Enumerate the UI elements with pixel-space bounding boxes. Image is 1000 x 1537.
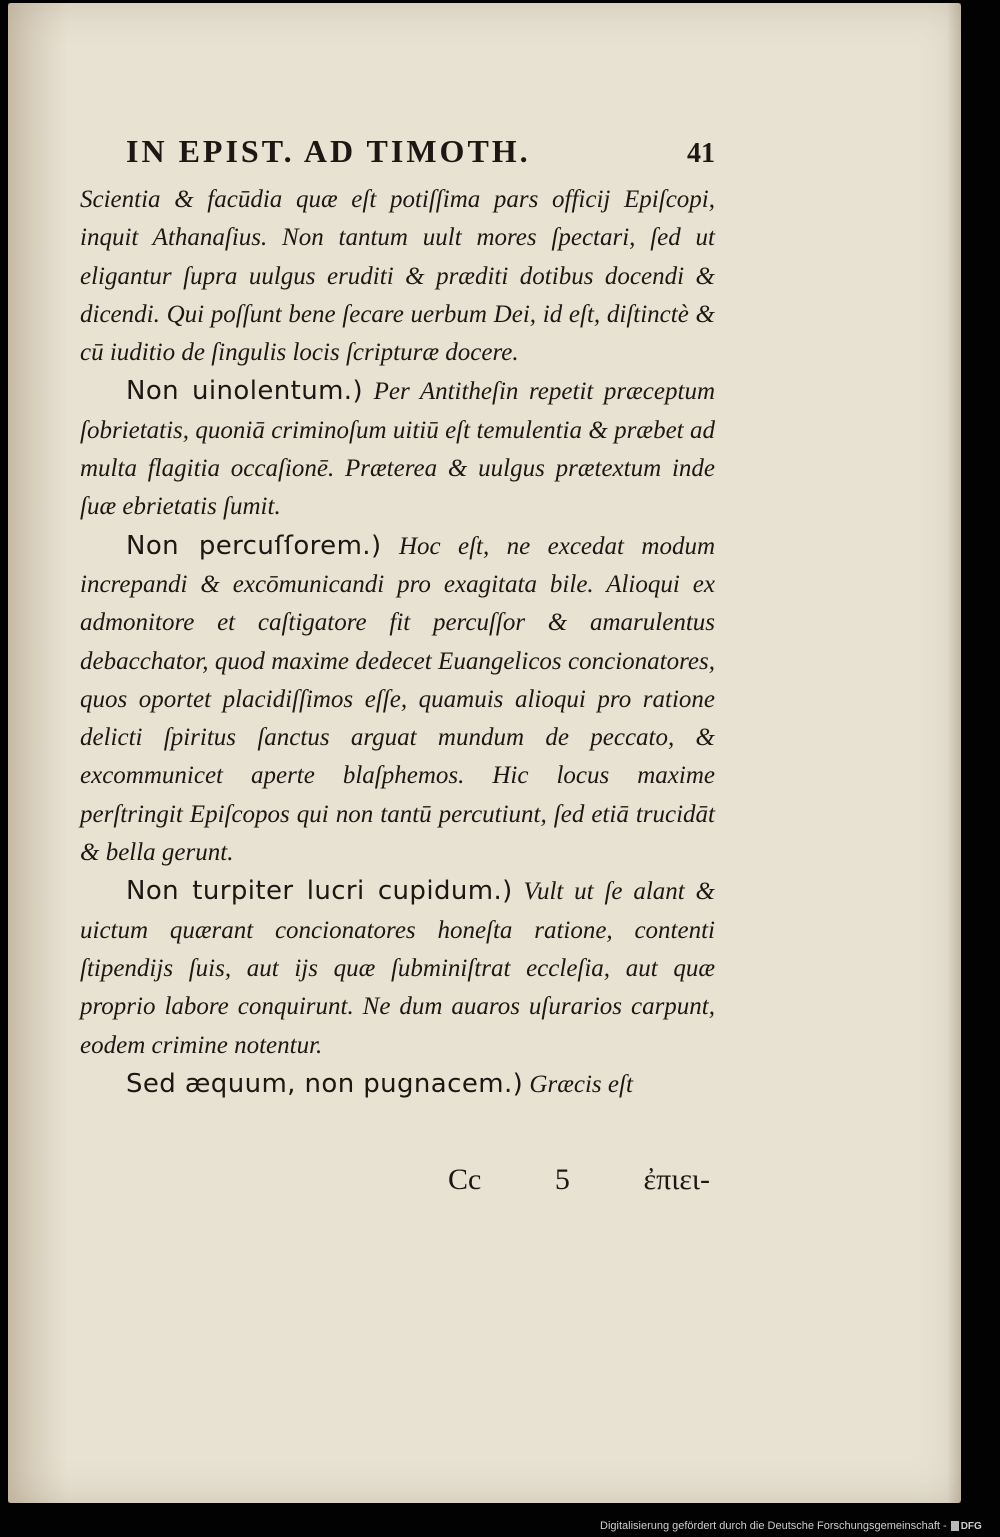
paragraph-5-text: Græcis eſt	[529, 1070, 633, 1098]
page-number: 41	[687, 138, 715, 169]
signature-line	[448, 1163, 710, 1197]
paragraph-1-text: Scientia & facūdia quæ eſt potiſſima pars officij Epiſcopi, inquit Athanaſius. Non tantum uult mores ſpectari, ſed ut eligantur ſupra uulgus eruditi & præditi dotibus docendi & dicendi. Qui poſſunt bene ſecare uerbum Dei, id eſt, diſtinctè & cū iuditio de ſingulis locis ſcripturæ docere.	[80, 186, 715, 367]
paragraph-5	[80, 1065, 715, 1104]
page-edge-shadow	[947, 3, 961, 1503]
page-gutter-shadow	[8, 3, 68, 1503]
dfg-logo-icon	[951, 1521, 959, 1531]
paragraph-2	[80, 372, 715, 526]
lemma-non-uinolentum: Non uinolentum.)	[126, 376, 364, 407]
paragraph-4-text: Vult ut ſe alant & uictum quærant concionatores honeſta ratione, contenti ſtipendijs ſuis, aut ijs quæ ſubminiſtrat eccleſia, aut quæ proprio labore conquirunt. Ne dum auaros uſurarios carpunt, eodem crimine notentur.	[80, 878, 715, 1059]
paragraph-3-text: Hoc eſt, ne excedat modum increpandi & excōmunicandi pro exagitata bile. Alioqui ex admonitore et caſtigatore fit percuſſor & amarulentus debacchator, quod maxime dedecet Euangelicos concionatores, quos oportet placidiſſimos eſſe, quamuis alioqui pro ratione delicti ſpiritus ſanctus arguat mundum de peccato, & excommunicet aperte blaſphemos. Hic locus maxime perſtringit Epiſcopos qui non tantū percutiunt, ſed etiā trucidāt & bella gerunt.	[80, 532, 715, 867]
digitization-footer	[600, 1517, 982, 1535]
text-block	[80, 133, 715, 1104]
running-title: IN EPIST. AD TIMOTH.	[126, 133, 531, 169]
signature-mark: Cc	[448, 1163, 482, 1196]
paragraph-3	[80, 527, 715, 873]
paragraph-1	[80, 181, 715, 372]
book-page	[8, 3, 961, 1503]
paragraph-4	[80, 872, 715, 1064]
catchword: ἐπιει-	[643, 1163, 710, 1196]
lemma-non-turpiter: Non turpiter lucri cupidum.)	[126, 876, 513, 907]
paragraph-2-text: Per Antitheſin repetit præceptum ſobrietatis, quoniā criminoſum uitiū eſt temulentia & præbet ad multa flagitia occaſionē. Præterea & uulgus prætextum inde ſuæ ebrietatis ſumit.	[80, 378, 716, 521]
signature-number: 5	[554, 1163, 570, 1196]
footer-credit-text: Digitalisierung gefördert durch die Deutsche Forschungsgemeinschaft -	[600, 1520, 947, 1532]
lemma-sed-aequum: Sed æquum, non pugnacem.)	[126, 1068, 524, 1099]
lemma-non-percussorem: Non percuſſorem.)	[126, 530, 382, 561]
dfg-logo-text: DFG	[960, 1520, 982, 1532]
running-head	[126, 133, 715, 181]
dfg-logo	[951, 1521, 982, 1532]
